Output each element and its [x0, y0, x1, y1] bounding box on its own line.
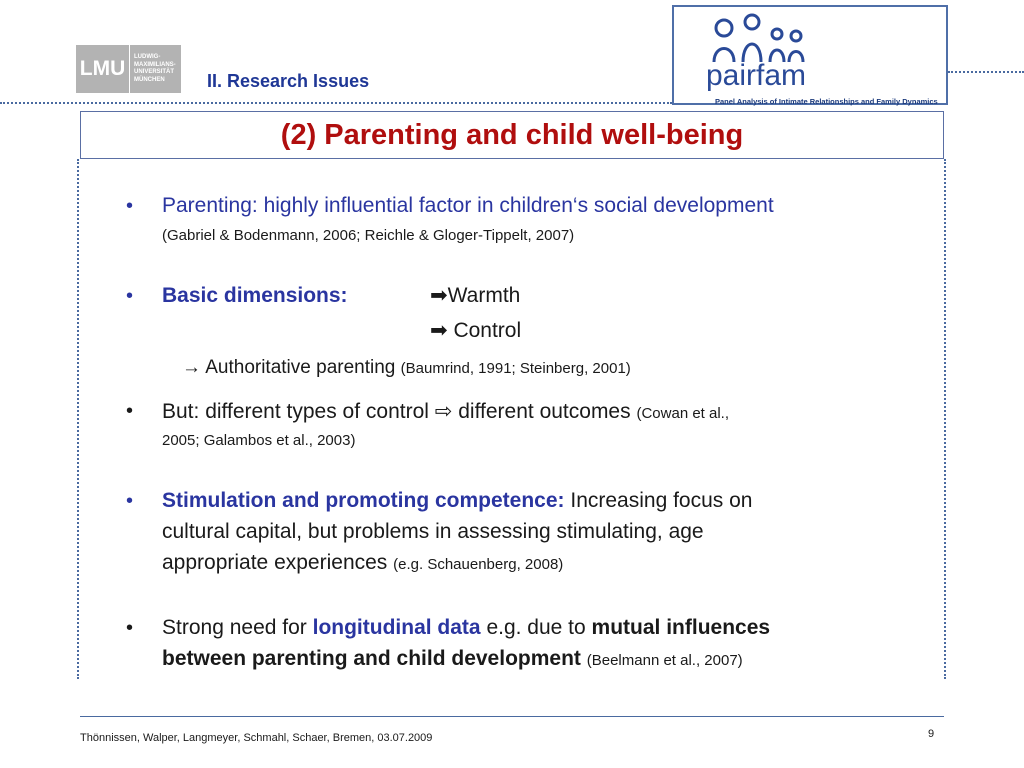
bullet-3-reference-b: 2005; Galambos et al., 2003) [162, 432, 356, 449]
header-dotted-line-right [948, 71, 1024, 73]
bullet-2-sub [182, 355, 631, 382]
bullet-4-text-1: Increasing focus on [564, 489, 753, 512]
bullet-5-text-b: e.g. due to [480, 616, 592, 639]
bullet-5-text-a: Strong need for [162, 616, 313, 639]
lmu-logo-name [130, 54, 181, 84]
bullet-4-heading: Stimulation and promoting competence: [162, 489, 565, 512]
bullet-2-sub-text: Authoritative parenting [205, 357, 396, 378]
lmu-logo-mark: LMU [76, 45, 130, 93]
bullet-3-text-b: different outcomes [458, 400, 631, 423]
dimension-control [430, 318, 521, 344]
footer-authors: Thönnissen, Walper, Langmeyer, Schmahl, Schaer, Bremen, 03.07.2009 [80, 732, 433, 744]
bullet-2-sub-reference: (Baumrind, 1991; Steinberg, 2001) [400, 360, 631, 377]
lmu-logo [76, 45, 181, 93]
lmu-name-line: UNIVERSITÄT [134, 69, 175, 75]
thin-arrow-right-icon: → [182, 357, 201, 378]
dimension-control-text: Control [447, 319, 522, 342]
bullet-4-line-2: cultural capital, but problems in assessing stimulating, age [162, 520, 704, 543]
lmu-name-line: MÜNCHEN [134, 76, 165, 83]
bullet-5-reference: (Beelmann et al., 2007) [586, 652, 743, 669]
bullet-marker: • [126, 285, 134, 307]
page-number: 9 [928, 728, 935, 740]
frame-dotted-left [77, 159, 79, 679]
bullet-2-label: Basic dimensions: [162, 284, 348, 307]
bullet-5-line-1 [162, 615, 770, 641]
bullet-5-highlight: longitudinal data [312, 616, 481, 639]
lmu-name-line: MAXIMILIANS- [134, 61, 176, 68]
dimension-warmth [430, 283, 520, 309]
bullet-3-text-a: But: different types of control [162, 400, 429, 423]
lmu-name-line: LUDWIG- [134, 54, 161, 60]
slide-title-box [80, 111, 944, 159]
slide-title: (2) Parenting and child well-being [280, 118, 744, 151]
family-figures-icon [704, 12, 824, 64]
bullet-5-bold-line-2: between parenting and child development [162, 647, 581, 670]
bullet-4-line-1 [162, 488, 752, 514]
footer-divider [80, 716, 944, 717]
dimension-warmth-text: Warmth [447, 284, 521, 307]
header-dotted-line-left [0, 102, 672, 104]
bullet-marker: • [126, 195, 134, 217]
bullet-4-text-3: appropriate experiences [162, 551, 388, 574]
bullet-1-text: Parenting: highly influential factor in children‘s social development [162, 194, 774, 217]
bullet-3-reference-a: (Cowan et al., [636, 405, 730, 422]
pairfam-wordmark: pairfam [706, 59, 807, 92]
bullet-5-bold: mutual influences [591, 616, 771, 639]
bullet-marker: • [126, 400, 134, 422]
section-title: II. Research Issues [207, 71, 370, 91]
bullet-4-line-3 [162, 550, 563, 578]
bullet-3-line-1 [162, 399, 729, 427]
bullet-marker: • [126, 490, 134, 512]
frame-dotted-right [944, 159, 946, 679]
bullet-marker: • [126, 617, 134, 639]
arrow-right-icon: ➡ [430, 319, 448, 342]
pairfam-subtitle: Panel Analysis of Intimate Relationships and Family Dynamics [715, 97, 938, 106]
arrow-right-icon: ➡ [430, 284, 448, 307]
bullet-1-reference: (Gabriel & Bodenmann, 2006; Reichle & Gloger-Tippelt, 2007) [162, 227, 575, 244]
bullet-5-line-2 [162, 646, 743, 674]
bullet-4-reference: (e.g. Schauenberg, 2008) [393, 556, 564, 573]
hollow-arrow-right-icon: ⇨ [434, 400, 453, 423]
